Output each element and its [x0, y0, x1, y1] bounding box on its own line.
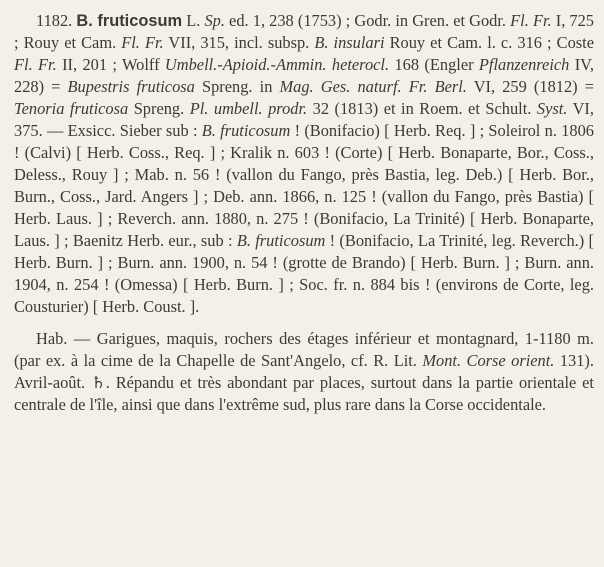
italic-run: Mont. Corse orient. [422, 351, 555, 370]
text-run: Spreng. [128, 99, 190, 118]
habitat-paragraph [14, 328, 594, 416]
entry-number: 1182. [36, 11, 73, 30]
italic-run: B. fruticosum [236, 231, 326, 250]
text-run: . Répandu et très abondant par places, surtout dans la partie orientale et centrale de l'île, ainsi que dans l'extrême sud, plus rare dans la Corse occidentale. [14, 373, 594, 414]
text-run: ed. 1, 238 (1753) ; Godr. in Gren. et Godr. [224, 11, 511, 30]
italic-run: B. fruticosum [201, 121, 291, 140]
text-run: IV, 228) = [14, 55, 595, 96]
species-name: B. fruticosum [76, 12, 183, 30]
text-run: ! (Bonifacio, La Trinité, leg. Reverch.) [ Herb. Burn. ] ; Burn. ann. 1900, n. 54 ! (grotte de Brando) [ Herb. Burn. ] ; Burn. ann. 1904, n. 254 ! (Omessa) [ Herb. Burn. ] ; Soc. fr. n. 884 bis ! (environs de Corte, leg. Cousturier) [ Herb. Coust. ]. [14, 231, 594, 316]
italic-run: Fl. Fr. [14, 55, 57, 74]
italic-run: Pflanzenreich [478, 55, 570, 74]
italic-run: Fl. Fr. [510, 11, 552, 30]
text-run: VI, 375. — Exsicc. Sieber sub : [14, 99, 594, 140]
text-run: 131). Avril-août. [14, 351, 594, 392]
italic-run: Mag. Ges. naturf. Fr. Berl. [279, 77, 467, 96]
italic-run: Umbell.-Apioid.-Ammin. heterocl. [164, 55, 390, 74]
shrub-symbol: ♄ [91, 373, 106, 392]
text-run: ! (Bonifacio) [ Herb. Req. ] ; Soleirol n. 1806 ! (Calvi) [ Herb. Coss., Req. ] ; Kralik n. 603 ! (Corte) [ Herb. Bonaparte, Bor., Coss., Deless., Rouy ] ; Mab. n. 56 ! (vallon du Fango, près Bastia, leg. Deb.) [ Herb. Bor., Burn., Coss., Jard. Angers ] ; Deb. ann. 1866, n. 125 ! (vallon du Fango, près Bastia) [ Herb. Laus. ] ; Reverch. ann. 1880, n. 275 ! (Bonifacio, La Trinité) [ Herb. Bonaparte, Laus. ] ; Baenitz Herb. eur., sub : [14, 121, 594, 250]
text-run: Spreng. in [194, 77, 280, 96]
text-run: II, 201 ; Wolff [56, 55, 165, 74]
italic-run: Sp. [204, 11, 225, 30]
text-run: Hab. — Garigues, maquis, rochers des étages inférieur et montagnard, 1-1180 m. (par ex. à la cime de la Chapelle de Sant'Angelo, cf. R. Lit. [14, 329, 594, 370]
italic-run: Bupestris fruticosa [67, 77, 195, 96]
species-entry [14, 10, 594, 318]
italic-run: Tenoria fruticosa [14, 99, 129, 118]
text-run: VII, 315, incl. subsp. [163, 33, 315, 52]
text-run: L. [182, 11, 205, 30]
italic-run: Fl. Fr. [121, 33, 164, 52]
text-run: I, 725 ; Rouy et Cam. [14, 11, 595, 52]
italic-run: Syst. [536, 99, 568, 118]
italic-run: Pl. umbell. prodr. [189, 99, 308, 118]
text-run: Rouy et Cam. l. c. 316 ; Coste [384, 33, 594, 52]
italic-run: B. insulari [314, 33, 385, 52]
text-run: 168 (Engler [389, 55, 479, 74]
text-run: 32 (1813) et in Roem. et Schult. [307, 99, 537, 118]
text-run: VI, 259 (1812) = [466, 77, 594, 96]
